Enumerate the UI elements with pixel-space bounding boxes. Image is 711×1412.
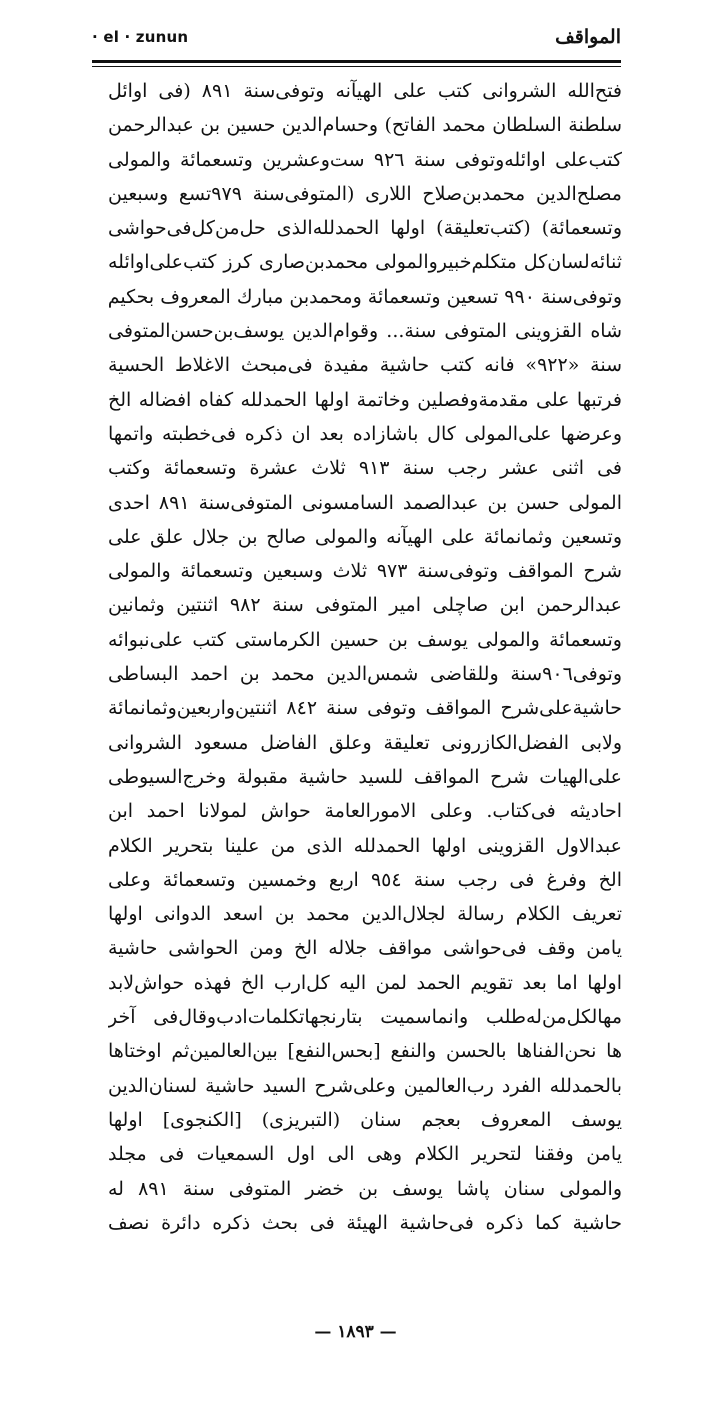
text-line: فتح‌الله الشروانى كتب على الهيآنه وتوفى‌سنة ٨٩١ (فى اوائل [108,80,622,102]
text-line: وتوفى‌سنة ٩٩٠ تسعين وتسعمائة ومحمدبن مبارك المعروف بحكيم [108,285,622,308]
header-right-title: المواقف [555,26,621,48]
header-rule-thick [92,60,621,63]
text-line: مهالكل‌من‌له‌طلب وانماسميت بتارنجهاتكلمات‌ادب‌وقال‌فى آخر [108,1006,622,1029]
body-text [108,74,622,1240]
text-line: سنة «٩٢٢» فانه كتب حاشية مفيدة فى‌مبحث الاغلاط الحسية [108,354,622,377]
text-line: المولى حسن بن عبدالصمد السامسونى المتوفى‌سنة ٨٩١ احدى [108,491,622,514]
text-line: ثنائه‌لسان‌كل متكلم‌خبيروالمولى محمدبن‌صارى كرز كتب‌على‌اوائله [108,251,622,274]
text-line: سلطنة السلطان محمد الفاتح) وحسام‌الدين حسين بن عبدالرحمن [108,114,622,137]
text-line: والمولى سنان پاشا يوسف بن خضر المتوفى سنة ٨٩١ له [108,1177,622,1200]
text-line: كتب‌على اوائله‌وتوفى سنة ٩٢٦ ست‌وعشرين وتسعمائة والمولى [108,148,622,171]
text-line: مصلح‌الدين محمدبن‌صلاح اللارى (المتوفى‌سنة ٩٧٩تسع وسبعين [108,182,622,205]
text-line: بالحمدلله الفرد رب‌العالمين وعلى‌شرح السيد حاشية لسنان‌الدين [108,1074,622,1097]
text-line: شاه القزوينى المتوفى سنة... وقوام‌الدين يوسف‌بن‌حسن‌المتوفى [108,320,622,343]
text-line: فى اثنى عشر رجب سنة ٩١٣ ثلاث عشرة وتسعمائة وكتب [108,457,622,480]
text-line: ولابى الفضل‌الكازرونى تعليقة وعلق الفاضل مسعود الشروانى [108,731,622,754]
text-line: ها نحن‌الفناها بالحسن والنفع [بحس‌النفع] بين‌العالمين‌ثم اوختاها [108,1040,622,1063]
text-line: عبدالاول القزوينى اولها الحمدلله الذى من علينا بتحرير الكلام [108,834,622,857]
running-header [92,28,621,54]
text-line: تعريف الكلام رسالة لجلال‌الدين محمد بن اسعد الدوانى اولها [108,903,622,926]
text-line: حاشية كما ذكره فى‌حاشية الهيئة فى بحث ذكره دائرة نصف [108,1211,622,1234]
text-line: يوسف المعروف بعجم سنان (التبريزى) [الكنجوى] اولها [108,1108,622,1131]
text-line: فرتبها على مقدمة‌وفصلين وخاتمة اولها الحمدلله كفاه افضاله الخ [108,388,622,411]
text-line: عبدالرحمن ابن صاچلى امير المتوفى سنة ٩٨٢ اثنتين وثمانين [108,594,622,617]
text-line: يامن وفقنا لتحرير الكلام وهى الى اول السمعيات فى مجلد [108,1143,622,1166]
text-line: وتوفى‌٩٠٦سنة وللقاضى شمس‌الدين محمد بن احمد البساطى [108,663,622,686]
header-left-title: · el · zunun [92,28,189,46]
text-line: وتسعمائة والمولى يوسف بن حسين الكرماستى كتب على‌نبوائه [108,628,622,651]
text-line: وعرضها على‌المولى كال باشازاده بعد ان ذكره فى‌خطبته واتمها [108,422,622,445]
text-line: وتسعين وثمانمائة على الهيآنه والمولى صالح بن جلال علق على [108,525,622,548]
text-line: حاشية‌على‌شرح المواقف وتوفى سنة ٨٤٢ اثنتين‌واربعين‌وثمانمائة [108,697,622,720]
text-line: اولها اما بعد تقويم الحمد لمن اليه كل‌ارب الخ فهذه حواش‌لابد [108,971,622,994]
text-line: وتسعمائة) (كتب‌تعليقة) اولها الحمدلله‌الذى حل‌من‌كل‌فى‌حواشى [108,217,622,240]
header-rule-thin [92,66,621,67]
text-line: على‌الهيات شرح المواقف للسيد حاشية مقبولة وخرج‌السيوطى [108,765,622,788]
text-line: شرح المواقف وتوفى‌سنة ٩٧٣ ثلاث وسبعين وتسعمائة والمولى [108,560,622,583]
text-line: يامن وقف فى‌حواشى مواقف جلاله الخ ومن الحواشى حاشية [108,937,622,960]
page-number: — ١٨٩٣ — [314,1322,397,1342]
text-line: احاديثه فى‌كتاب. وعلى الامورالعامة حواش لمولانا احمد ابن [108,800,622,823]
text-line: الخ وفرغ فى رجب سنة ٩٥٤ اربع وخمسين وتسعمائة وعلى [108,868,622,891]
